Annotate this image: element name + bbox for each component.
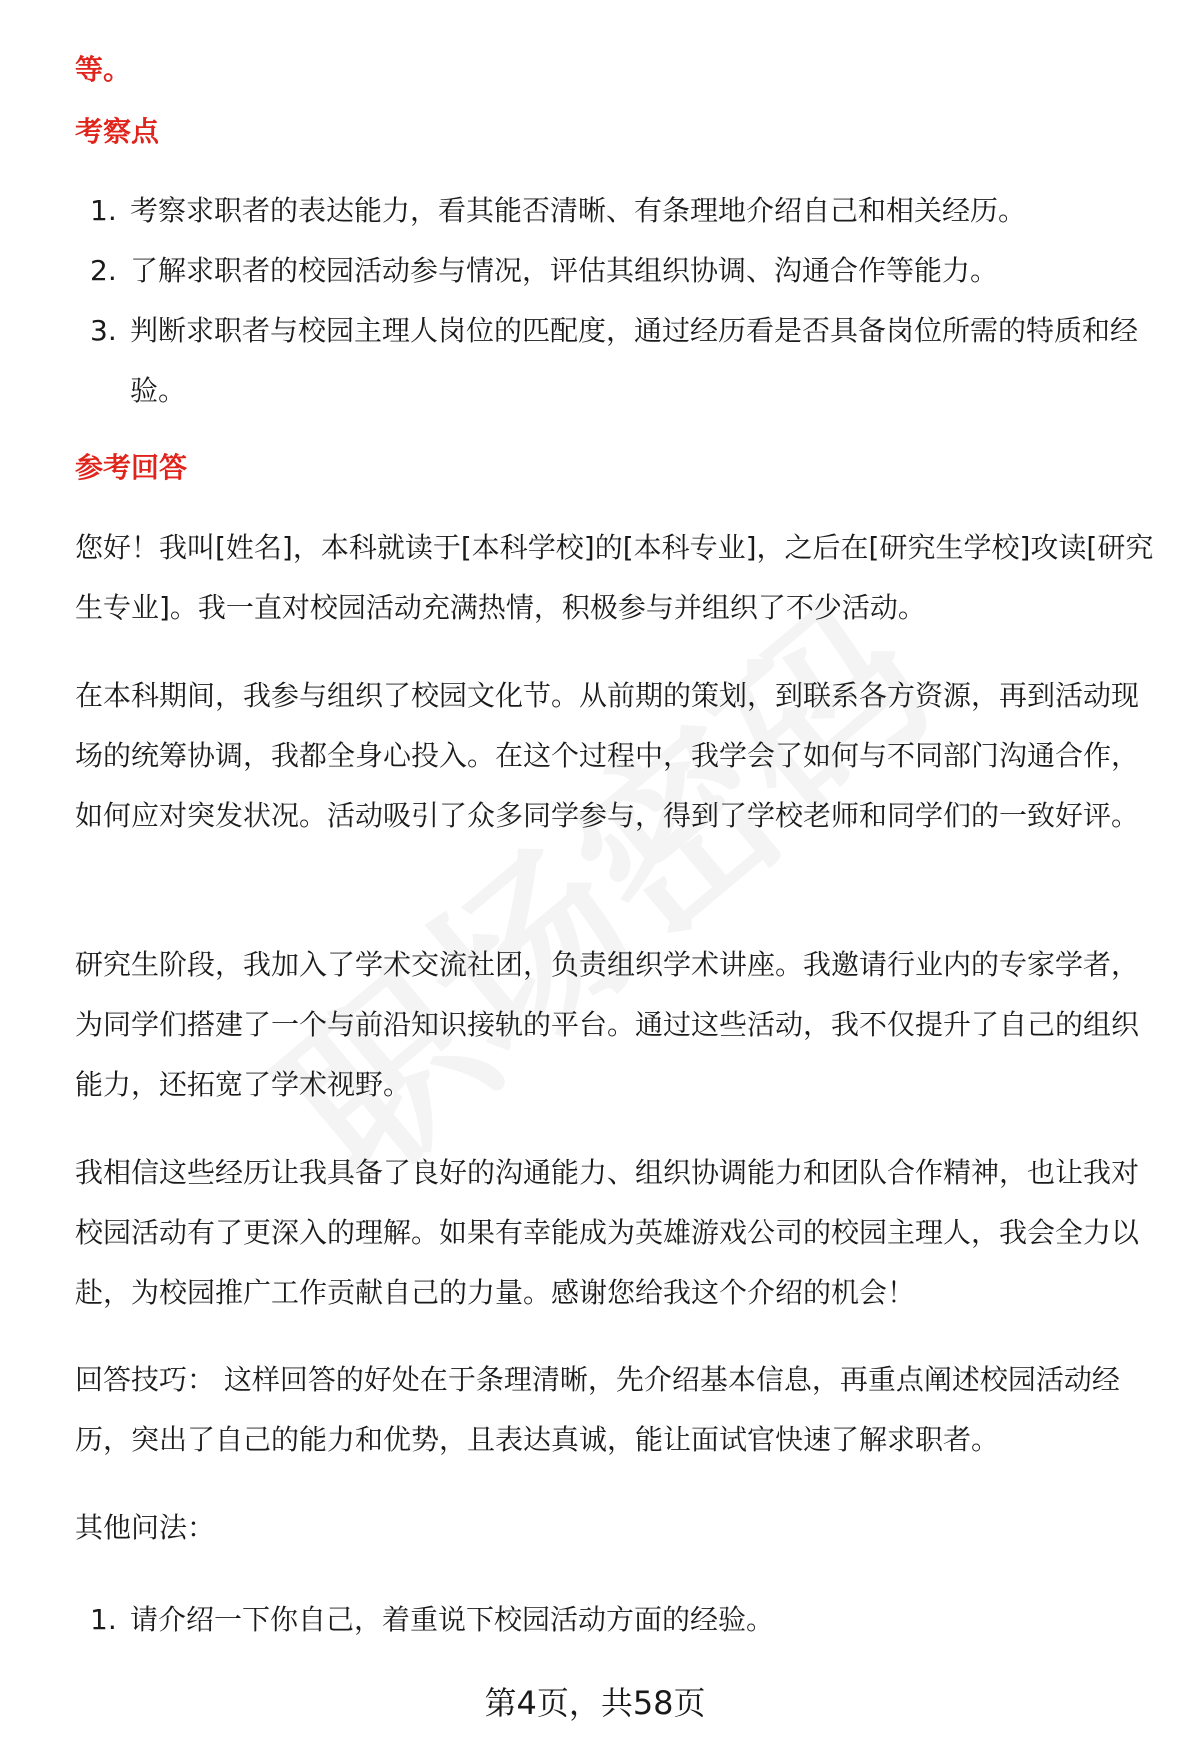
list-item (75, 301, 1165, 421)
other-questions-label: 其他问法： (75, 1511, 216, 1544)
list-item-text: 请介绍一下你自己，着重说下校园活动方面的经验。 (130, 1603, 775, 1636)
list-item-text: 了解求职者的校园活动参与情况，评估其组织协调、沟通合作等能力。 (130, 254, 999, 287)
answer-paragraph-1: 您好！我叫[姓名]，本科就读于[本科学校]的[本科专业]，之后在[研究生学校]攻读[研究生专业]。我一直对校园活动充满热情，积极参与并组织了不少活动。 (75, 531, 1154, 624)
list-item (75, 181, 1165, 241)
list-number: 1. (90, 1603, 117, 1636)
page-number-footer: 第4页，共58页 (484, 1684, 706, 1722)
tips-paragraph: 回答技巧： 这样回答的好处在于条理清晰，先介绍基本信息，再重点阐述校园活动经历，突出了自己的能力和优势，且表达真诚，能让面试官快速了解求职者。 (75, 1363, 1120, 1456)
list-number: 1. (90, 194, 117, 227)
answer-paragraph-3: 研究生阶段，我加入了学术交流社团，负责组织学术讲座。我邀请行业内的专家学者，为同学们搭建了一个与前沿知识接轨的平台。通过这些活动，我不仅提升了自己的组织能力，还拓宽了学术视野。 (75, 948, 1140, 1101)
list-item-text: 判断求职者与校园主理人岗位的匹配度，通过经历看是否具备岗位所需的特质和经验。 (130, 314, 1139, 407)
kaocha-list (75, 181, 1165, 421)
list-number: 2. (90, 254, 117, 287)
section-heading-kaocha: 考察点 (75, 115, 160, 148)
answer-paragraph-4: 我相信这些经历让我具备了良好的沟通能力、组织协调能力和团队合作精神，也让我对校园活动有了更深入的理解。如果有幸能成为英雄游戏公司的校园主理人，我会全力以赴，为校园推广工作贡献自己的力量。感谢您给我这个介绍的机会！ (75, 1156, 1140, 1309)
continuation-text: 等。 (75, 53, 132, 86)
answer-paragraph-2: 在本科期间，我参与组织了校园文化节。从前期的策划，到联系各方资源，再到活动现场的统筹协调，我都全身心投入。在这个过程中，我学会了如何与不同部门沟通合作，如何应对突发状况。活动吸引了众多同学参与，得到了学校老师和同学们的一致好评。 (75, 679, 1140, 832)
list-number: 3. (90, 314, 117, 347)
section-heading-cankao: 参考回答 (75, 451, 188, 484)
list-item (75, 1590, 1165, 1650)
list-item (75, 241, 1165, 301)
list-item-text: 考察求职者的表达能力，看其能否清晰、有条理地介绍自己和相关经历。 (130, 194, 1027, 227)
other-questions-list (75, 1590, 1165, 1650)
